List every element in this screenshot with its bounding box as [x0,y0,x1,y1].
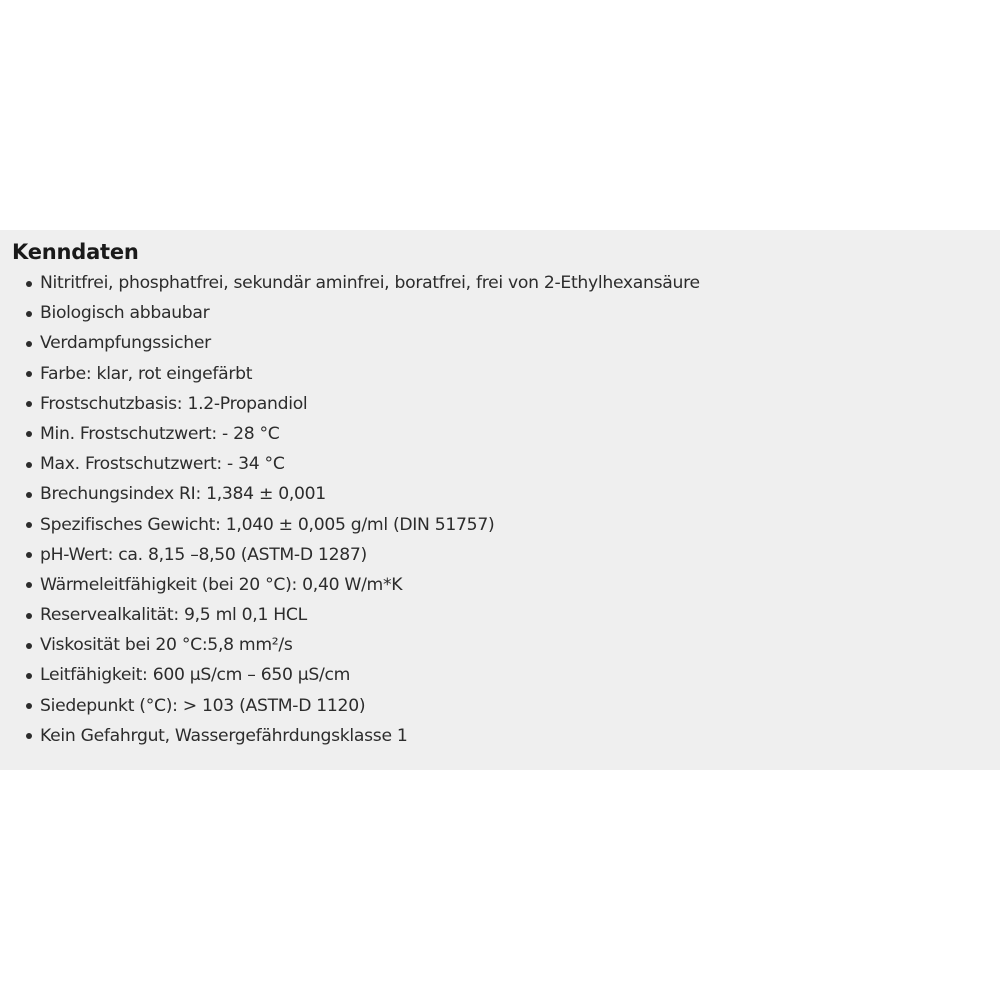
kenndaten-panel [0,230,1000,770]
list-item [26,328,1000,358]
spec-list [12,268,1000,751]
list-item-text: Reservealkalität: 9,5 ml 0,1 HCL [40,605,307,626]
list-item-text: Min. Frostschutzwert: - 28 °C [40,423,280,444]
list-item-text: Farbe: klar, rot eingefärbt [40,363,253,384]
list-item [26,479,1000,509]
list-item-text: pH-Wert: ca. 8,15 –8,50 (ASTM-D 1287) [40,544,367,565]
list-item-text: Kein Gefahrgut, Wassergefährdungsklasse 1 [40,725,408,746]
section-title: Kenndaten [12,240,139,264]
bullet-icon [26,522,32,528]
list-item [26,540,1000,570]
bullet-icon [26,582,32,588]
list-item-text: Verdampfungssicher [40,333,211,354]
list-item [26,510,1000,540]
list-item-text: Brechungsindex RI: 1,384 ± 0,001 [40,484,326,505]
list-item-text: Nitritfrei, phosphatfrei, sekundär aminfrei, boratfrei, frei von 2-Ethylhexansäure [40,273,700,293]
list-item [26,449,1000,479]
list-item [26,389,1000,419]
list-item-text: Max. Frostschutzwert: - 34 °C [40,454,285,475]
list-item [26,600,1000,630]
bullet-icon [26,613,32,619]
list-item [26,721,1000,751]
list-item [26,298,1000,328]
bullet-icon [26,492,32,498]
list-item [26,268,1000,298]
list-item-text: Frostschutzbasis: 1.2-Propandiol [40,393,308,414]
bullet-icon [26,703,32,709]
list-item [26,630,1000,660]
list-item-text: Leitfähigkeit: 600 µS/cm – 650 µS/cm [40,665,351,686]
list-item-text: Wärmeleitfähigkeit (bei 20 °C): 0,40 W/m*K [40,574,403,595]
list-item [26,570,1000,600]
bullet-icon [26,673,32,679]
bullet-icon [26,341,32,347]
bullet-icon [26,552,32,558]
bullet-icon [26,281,32,287]
list-item [26,359,1000,389]
list-item-text: Viskosität bei 20 °C:5,8 mm²/s [40,635,293,656]
bullet-icon [26,371,32,377]
list-item [26,419,1000,449]
list-item-text: Spezifisches Gewicht: 1,040 ± 0,005 g/ml (DIN 51757) [40,514,495,535]
bullet-icon [26,431,32,437]
list-item [26,660,1000,690]
list-item-text: Siedepunkt (°C): > 103 (ASTM-D 1120) [40,695,366,716]
list-item [26,691,1000,721]
bullet-icon [26,643,32,649]
bullet-icon [26,733,32,739]
list-item-text: Biologisch abbaubar [40,303,210,324]
bullet-icon [26,401,32,407]
bullet-icon [26,311,32,317]
bullet-icon [26,462,32,468]
